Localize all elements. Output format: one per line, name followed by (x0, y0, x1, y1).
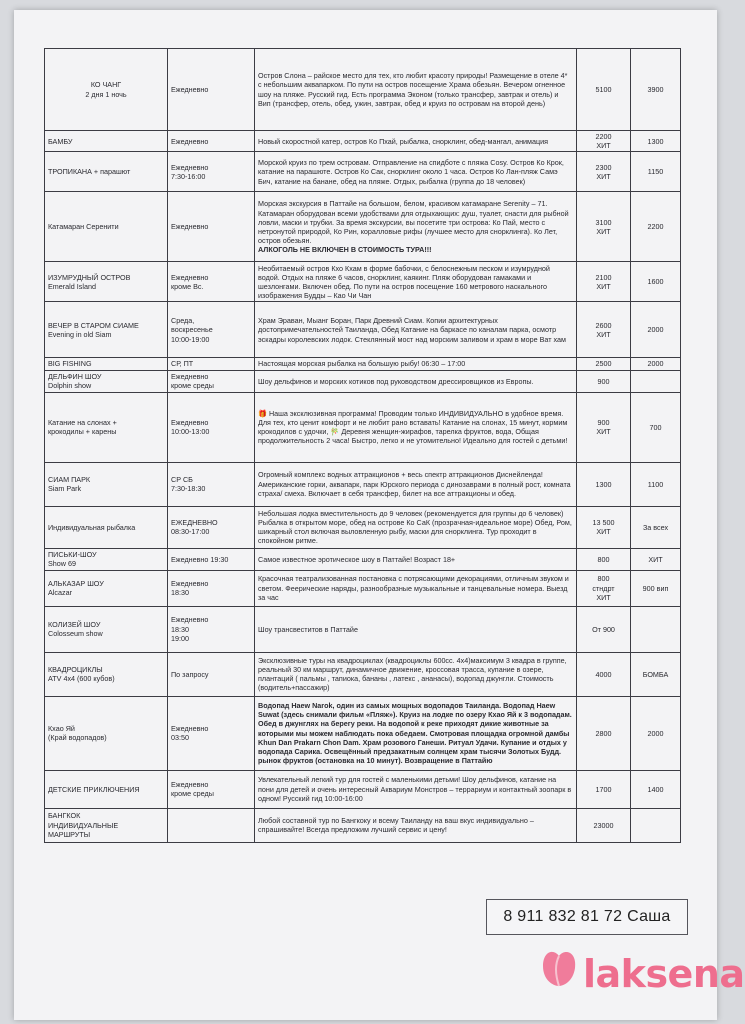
tour-schedule: СР, ПТ (168, 358, 255, 370)
tour-schedule: Ежедневно 19:30 (168, 548, 255, 570)
tour-row (45, 506, 681, 548)
tour-name: БАНГКОК ИНДИВИДУАЛЬНЫЕ МАРШРУТЫ (48, 811, 119, 839)
tour-name-english: Emerald Island (48, 281, 96, 291)
tour-name-cell (45, 808, 168, 842)
tour-name-cell (45, 131, 168, 152)
tour-price-alt: ХИТ (631, 548, 681, 570)
tours-table (44, 48, 681, 843)
tour-schedule: Ежедневно 03:50 (168, 696, 255, 770)
tour-name: СИАМ ПАРК (48, 474, 91, 484)
tour-price: 800 (577, 548, 631, 570)
tour-description (255, 152, 577, 192)
tour-name-cell (45, 370, 168, 392)
tour-price-alt: За всех (631, 506, 681, 548)
tour-description (255, 548, 577, 570)
tour-schedule: Ежедневно 10:00-13:00 (168, 392, 255, 462)
tour-description (255, 358, 577, 370)
tour-price-alt: БОМБА (631, 652, 681, 696)
tour-name: ВЕЧЕР В СТАРОМ СИАМЕ (48, 320, 139, 330)
tour-description (255, 49, 577, 131)
tour-row (45, 462, 681, 506)
tour-name-english: Show 69 (48, 559, 76, 569)
tour-row (45, 392, 681, 462)
tour-name-english: (Край водопадов) (48, 733, 107, 743)
tour-price-alt: 1600 (631, 262, 681, 302)
tour-description-text: Шоу трансвеститов в Паттайе (258, 624, 358, 634)
tour-price-alt: 2000 (631, 302, 681, 358)
tour-price: 5100 (577, 49, 631, 131)
tour-schedule: Ежедневно кроме среды (168, 370, 255, 392)
tour-name: АЛЬКАЗАР ШОУ (48, 578, 104, 588)
tour-price-alt: 3900 (631, 49, 681, 131)
tour-price-alt: 1100 (631, 462, 681, 506)
tour-price: 2200 ХИТ (577, 131, 631, 152)
tour-price: 23000 (577, 808, 631, 842)
tour-row (45, 548, 681, 570)
tour-name-cell (45, 49, 168, 131)
tour-name: Индивидуальная рыбалка (48, 522, 136, 532)
tour-name: КОЛИЗЕЙ ШОУ (48, 619, 101, 629)
tour-name: Катамаран Серенити (48, 222, 119, 232)
tour-price: 2800 (577, 696, 631, 770)
tour-price: 3100 ХИТ (577, 192, 631, 262)
tour-row (45, 606, 681, 652)
tour-description-text: Увлекательный легкий тур для гостей с маленькими детьми! Шоу дельфинов, катание на пони для детей и очень интересный Аквариум Монстров – террариум и контактный зоопарк в одном! Русский гид 10:00-16:00 (258, 775, 572, 803)
tour-name-cell (45, 652, 168, 696)
tour-price: 900 (577, 370, 631, 392)
tour-name-english: Colosseum show (48, 629, 103, 639)
tour-name: Кхао Яй (48, 723, 75, 733)
tour-description-text: Морской круиз по трем островам. Отправление на спидботе с пляжа Cosy. Остров Ко Крок, катание на парашюте. Остров Ко Сак, снорклинг около 1 часа. Остров Ко Лан-пляж Самэ Бич, катание на банане, обед на пляже. Отдых, рыбалка (группа до 18 человек) (258, 158, 564, 186)
tour-row (45, 49, 681, 131)
tour-schedule: Среда, воскресенье 10:00-19:00 (168, 302, 255, 358)
tour-name-cell (45, 770, 168, 808)
tour-schedule: Ежедневно (168, 49, 255, 131)
tour-row (45, 302, 681, 358)
tour-name-cell (45, 606, 168, 652)
tour-price: 2100 ХИТ (577, 262, 631, 302)
tour-schedule: ЕЖЕДНЕВНО 08:30-17:00 (168, 506, 255, 548)
tour-description-text: Красочная театрализованная постановка с потрясающими декорациями, отличным звуком и светом. Феерические наряды, разнообразные музыкальные и танцевальные номера. Выезд за час (258, 574, 569, 602)
tour-description (255, 392, 577, 462)
tour-schedule: Ежедневно (168, 192, 255, 262)
tour-description (255, 696, 577, 770)
tour-row (45, 696, 681, 770)
tour-price: 900 ХИТ (577, 392, 631, 462)
tour-schedule: Ежедневно (168, 131, 255, 152)
tour-name-english: Dolphin show (48, 381, 92, 391)
tour-description (255, 570, 577, 606)
tour-price: 2500 (577, 358, 631, 370)
tour-schedule: Ежедневно 18:30 (168, 570, 255, 606)
tour-description (255, 370, 577, 392)
tour-description-text: Самое известное эротическое шоу в Паттайе! Возраст 18+ (258, 554, 456, 564)
tour-name-cell (45, 302, 168, 358)
tour-row (45, 808, 681, 842)
tour-description-text: Любой составной тур по Бангкоку и всему Таиланду на ваш вкус индивидуально – спрашивайте! Всегда предложим лучший сервис и цену! (258, 815, 534, 835)
phone-number-box: 8 911 832 81 72 Саша (486, 899, 688, 935)
tour-price: 800 стндрт ХИТ (577, 570, 631, 606)
tour-price-alt: 1150 (631, 152, 681, 192)
tour-description (255, 652, 577, 696)
tour-name-cell (45, 192, 168, 262)
tour-description-text: Эксклюзивные туры на квадроциклах (квадроциклы 600сс. 4x4)максимум 3 квадра в группе, реальный 30 км маршрут, динамичное движение, кроссовая трасса, купание в озере, плантаций ( пальмы , тапиока, бананы , латекс , ананасы), водопад джунгли. Стоимость (водитель+пассажир) (258, 655, 567, 693)
tour-price-alt: 2200 (631, 192, 681, 262)
tour-row (45, 358, 681, 370)
tour-schedule (168, 808, 255, 842)
tour-name: КВАДРОЦИКЛЫ (48, 664, 103, 674)
tour-price: 1300 (577, 462, 631, 506)
tour-name-cell (45, 570, 168, 606)
tour-name-cell (45, 506, 168, 548)
tour-description-text: Огромный комплекс водных аттракционов + весь спектр аттракционов Диснейленда! Американские горки, аквапарк, парк Юрского периода с динозаврами в полный рост, комната страха/ смеха. Включает в себя трансфер, билет на все аттракционы и обед. (258, 470, 571, 498)
tour-price-alt: 2000 (631, 696, 681, 770)
tour-schedule: По запросу (168, 652, 255, 696)
tour-price-alt: 1300 (631, 131, 681, 152)
tour-name: ДЕЛЬФИН ШОУ (48, 371, 102, 381)
tour-name-cell (45, 392, 168, 462)
laksena-watermark (535, 942, 745, 1006)
tour-description-text: Небольшая лодка вместительность до 9 человек (рекомендуется для группы до 6 человек) Рыбалка в открытом море, обед на острове Ко СаК (прозрачная-идеальное море) Обед, Ром, шикарный стол включая выловленную рыбу, маски для снорклинга. Тур проходит в спокойном ритме. (258, 508, 572, 546)
tour-name: ДЕТСКИЕ ПРИКЛЮЧЕНИЯ (48, 784, 140, 794)
tour-description (255, 262, 577, 302)
tulip-logo-icon (535, 942, 585, 1006)
tour-price-alt: 2000 (631, 358, 681, 370)
tour-row (45, 262, 681, 302)
tour-description (255, 131, 577, 152)
tour-description-text: Настоящая морская рыбалка на большую рыбу! 06:30 – 17:00 (258, 359, 466, 369)
tour-row (45, 131, 681, 152)
tour-row (45, 770, 681, 808)
tour-price: 4000 (577, 652, 631, 696)
tour-description-text: Остров Слона – райское место для тех, кто любит красоту природы! Размещение в отеле 4* с небольшим аквапарком. По пути на остров посещение Храма обезьян. Вечером огненное шоу на пляже. Русский гид. Есть программа Эконом (только трансфер, завтрак и отель) и Вип (трансфер, отель, обед, ужин, завтрак, обед и круиз по островам на второй день) (258, 71, 568, 108)
tour-name: КО ЧАНГ 2 дня 1 ночь (85, 80, 127, 99)
tour-name-english: ATV 4x4 (600 кубов) (48, 674, 115, 684)
tour-schedule: Ежедневно кроме среды (168, 770, 255, 808)
tour-price: 1700 (577, 770, 631, 808)
tour-description (255, 462, 577, 506)
tour-description-text: Новый скоростной катер, остров Ко Пхай, рыбалка, снорклинг, обед-мангал, анимация (258, 136, 549, 146)
tour-name: Катание на слонах + крокодилы + карены (48, 417, 117, 437)
tour-row (45, 192, 681, 262)
tour-description (255, 506, 577, 548)
tour-name-cell (45, 548, 168, 570)
tour-row (45, 570, 681, 606)
tour-description-text: Шоу дельфинов и морских котиков под руководством дрессировщиков из Европы. (258, 376, 534, 386)
tour-description-text: Необитаемый остров Кхо Кхам в форме бабочки, с белоснежным песком и изумрудной водой. Отдых на пляже 6 часов, снорклинг, каякинг. Пляж оборудован гамаками и шезлонгами. Включен обед. По пути на остров посещение 160 метрового наскального изображения Будды – Као Чи Чан (258, 263, 550, 301)
tour-price-alt: 900 вип (631, 570, 681, 606)
tour-row (45, 652, 681, 696)
tour-price-alt (631, 370, 681, 392)
tour-description-bold: АЛКОГОЛЬ НЕ ВКЛЮЧЕН В СТОИМОСТЬ ТУРА!!! (258, 245, 432, 255)
tour-schedule: Ежедневно кроме Вс. (168, 262, 255, 302)
tour-name-cell (45, 696, 168, 770)
tour-price: 13 500 ХИТ (577, 506, 631, 548)
tour-name: БАМБУ (48, 136, 73, 146)
tour-schedule: Ежедневно 7:30-16:00 (168, 152, 255, 192)
tour-description-text: Храм Эраван, Мыанг Боран, Парк Древний Сиам. Копии архитектурных достопримечательностей Таиланда, Обед Катание на баркасе по каналам парка, осмотр эскадры королевских лодок. Стеклянный мост над морским заливом и храм в море Ват хам (258, 316, 566, 344)
tour-price-alt (631, 808, 681, 842)
tour-name-cell (45, 358, 168, 370)
tour-description (255, 192, 577, 262)
tour-name: ПИСЬКИ-ШОУ (48, 549, 97, 559)
tour-price-alt (631, 606, 681, 652)
tour-name: ИЗУМРУДНЫЙ ОСТРОВ (48, 272, 131, 282)
tour-name-english: Evening in old Siam (48, 329, 112, 339)
tour-price-alt: 700 (631, 392, 681, 462)
tour-description-text: 🎁 Наша эксклюзивная программа! Проводим только ИНДИВИДУАЛЬНО в удобное время. Для тех, кто ценит комфорт и не любит рано вставать! Катание на слонах, 15 минут, кормим крокодилов с удочки, 🎋 Деревня женщин-жирафов, тарелка фруктов, вода, Общая продолжительность 2 часа! Быстро, легко и не утомительно! Идеально для гостей с детьми! (258, 408, 568, 446)
tour-schedule: СР СБ 7:30-18:30 (168, 462, 255, 506)
tour-description-bold: Водопад Haew Narok, один из самых мощных водопадов Таиланда. Водопад Haew Suwat (здесь снимали фильм «Пляж»). Круиз на лодке по озеру Кхао Яй к 3 водопадам. Обед в джунглях на берегу реки. На водопой к реке приходят дикие животные за которыми мы можем наблюдать пока обедаем. Смотровая площадка огромной дамбы Khun Dan Prakarn Chon Dam. Храм розового Ганеши. Ритуал Удачи. Купание и отдых у водопада Сарика. Освещённый предзакатным солнцем храм тысячи Золотых Будд. рынок фруктов (остановка на 10 минут). Возвращение в Паттайю (258, 700, 572, 766)
tour-name-cell (45, 262, 168, 302)
tour-price: 2300 ХИТ (577, 152, 631, 192)
tour-description (255, 302, 577, 358)
tour-name-english: Siam Park (48, 484, 82, 494)
tour-description (255, 770, 577, 808)
tour-price: От 900 (577, 606, 631, 652)
tour-price-alt: 1400 (631, 770, 681, 808)
tour-name-cell (45, 152, 168, 192)
watermark-text: laksena (583, 952, 745, 996)
tour-description-text: Морская экскурсия в Паттайе на большом, белом, красивом катамаране Serenity – 71. Катамаран оборудован всеми удобствами для отдыхающих: душ, туалет, снасти для рыбной ловли, маски и трубки. За время экскурсии, вы посетите три острова: Ко Пай, место с нетронутой природой, Ко Рин, коралловые рифы (лучшее место для снорклинга). Ко Лет, остров обезьян. (258, 199, 569, 246)
tour-row (45, 152, 681, 192)
tour-name-cell (45, 462, 168, 506)
tour-price: 2600 ХИТ (577, 302, 631, 358)
tour-schedule: Ежедневно 18:30 19:00 (168, 606, 255, 652)
tour-name-english: Alcazar (48, 588, 72, 598)
tour-description (255, 808, 577, 842)
tour-name: BIG FISHING (48, 359, 92, 369)
tour-description (255, 606, 577, 652)
tour-name: ТРОПИКАНА + парашют (48, 167, 131, 177)
tour-row (45, 370, 681, 392)
